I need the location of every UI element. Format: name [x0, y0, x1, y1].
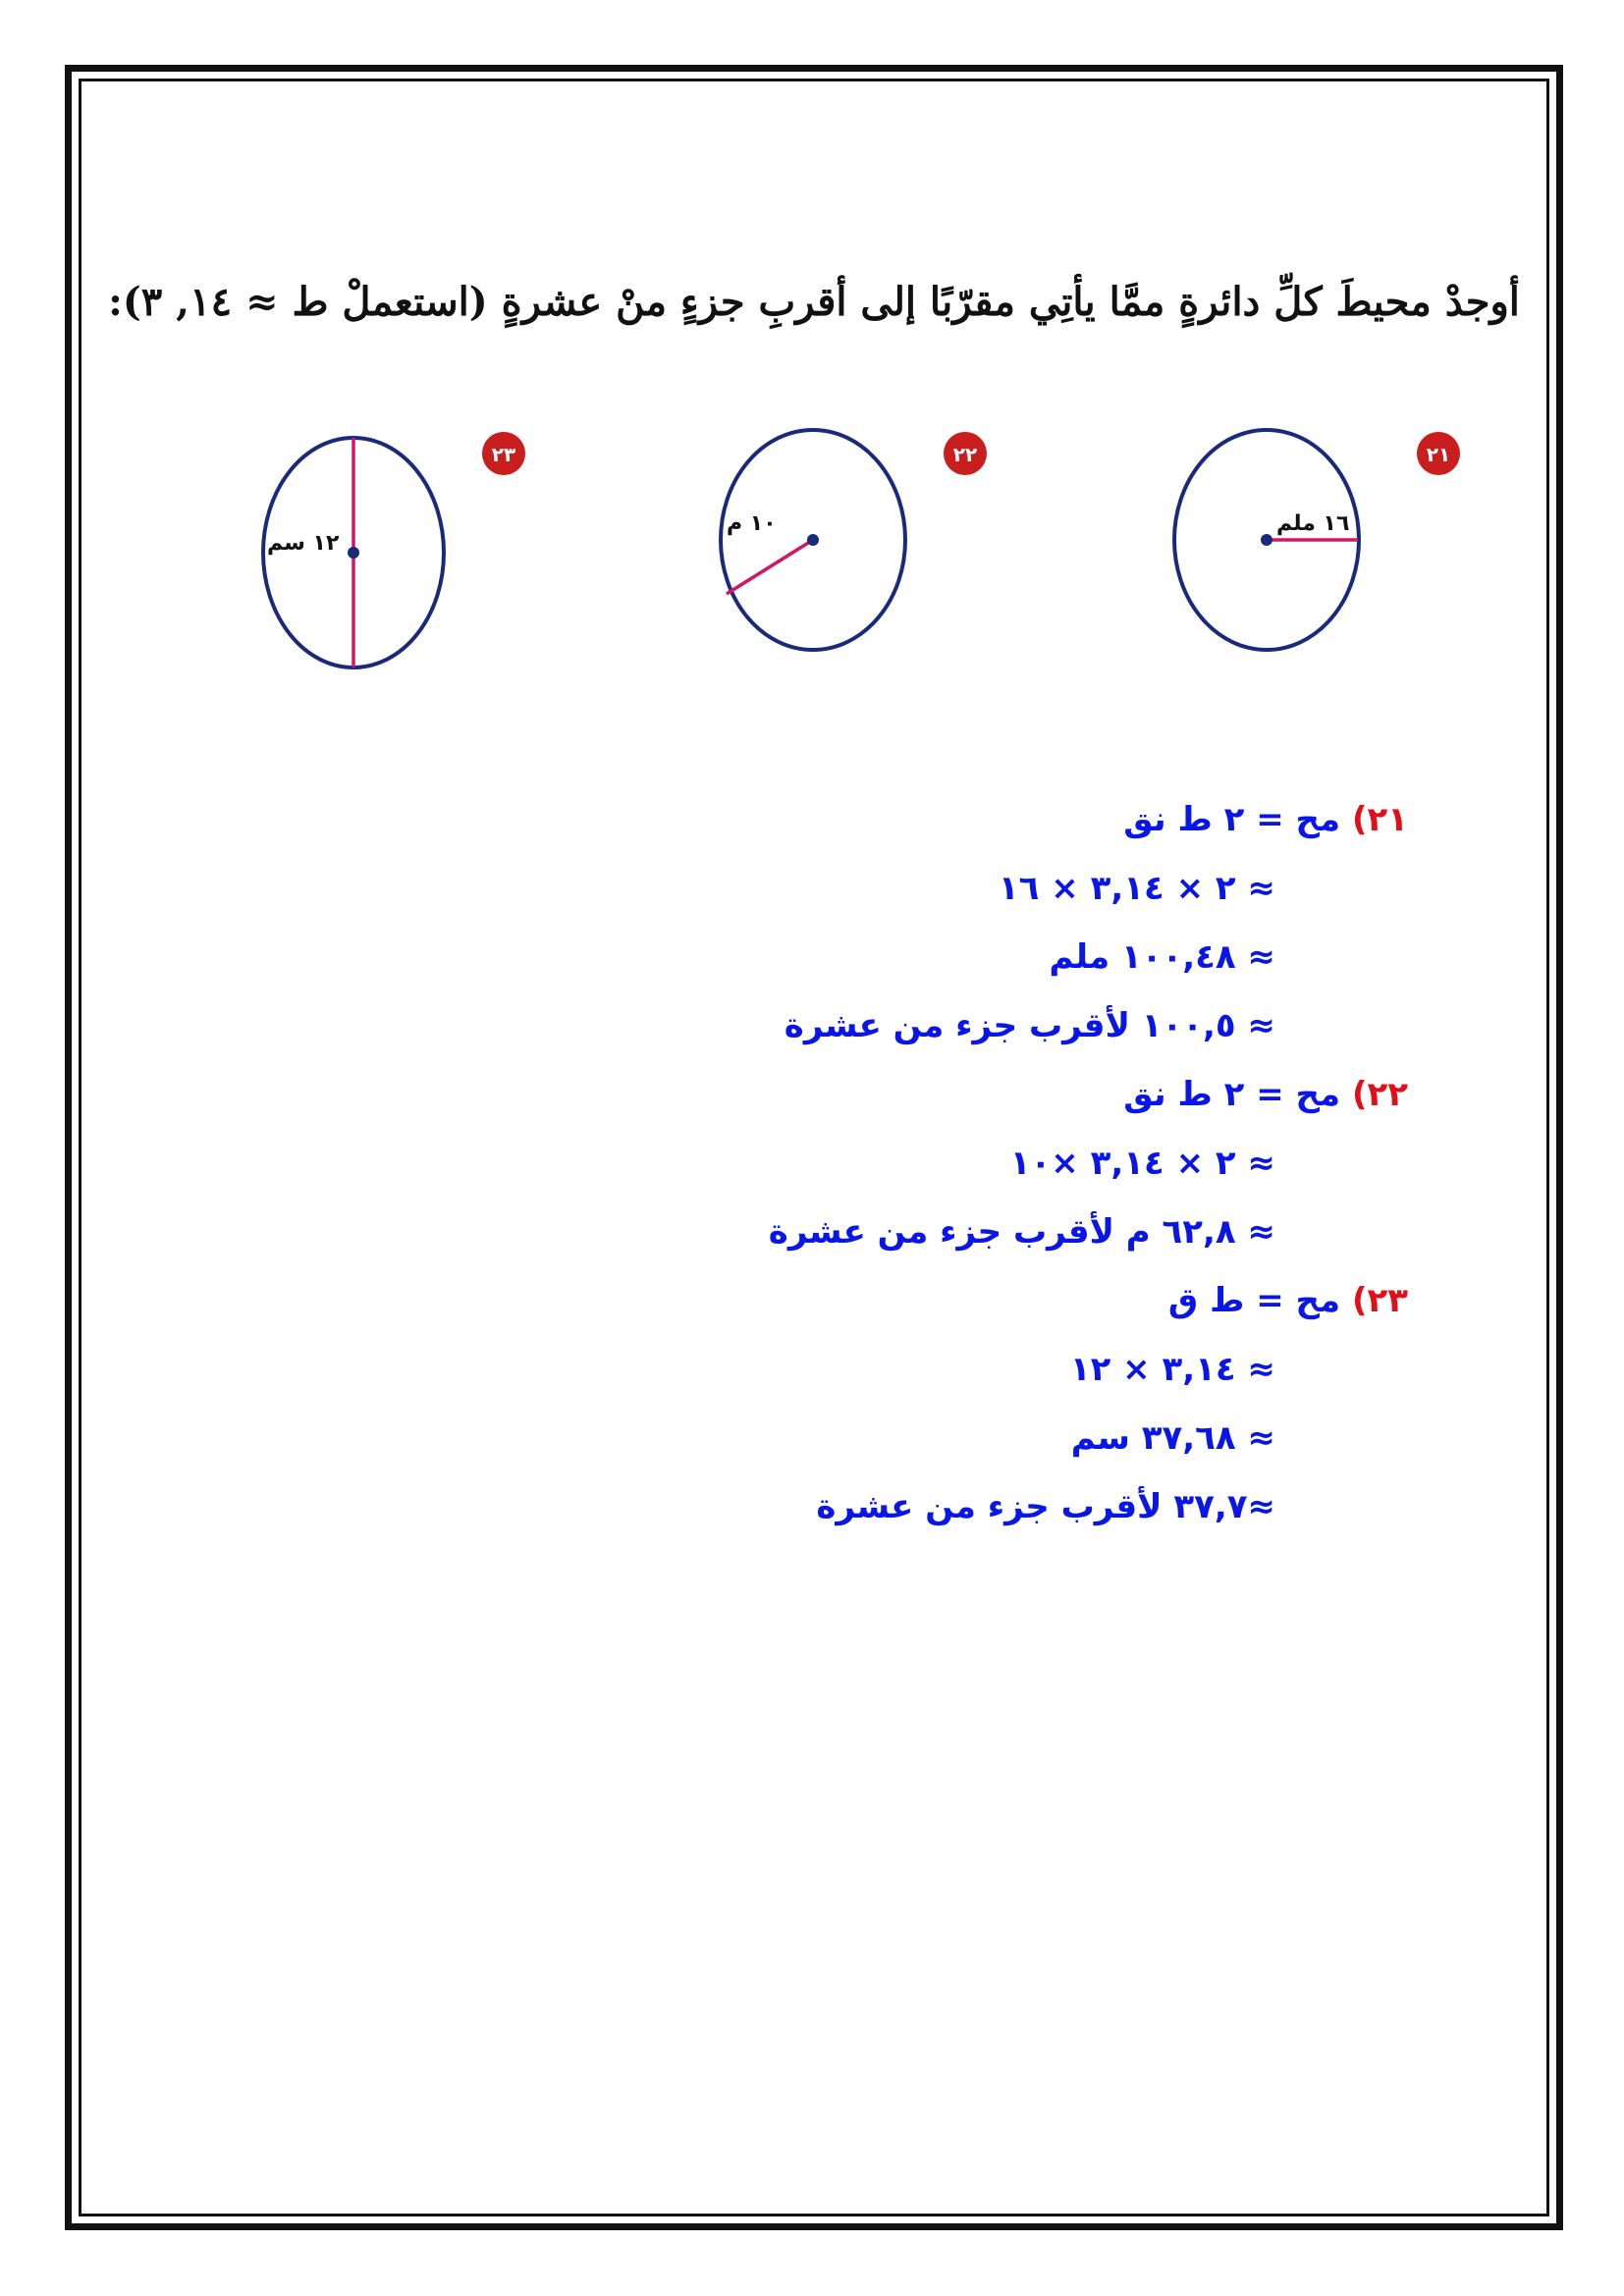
solution-21-number: ٢١ [1367, 800, 1408, 839]
solution-22-formula: مح = ٢ ط نق [1123, 1075, 1341, 1114]
center-point-21 [1261, 534, 1272, 546]
solution-22-formula-line [524, 1060, 1408, 1129]
solution-23-formula: مح = ط ق [1167, 1281, 1341, 1320]
figure-21 [1174, 430, 1460, 650]
exercise-instruction: أوجدْ محيطَ كلِّ دائرةٍ ممَّا يأتِي مقرّبًا إلى أقربِ جزءٍ منْ عشرةٍ (استعملْ ط ≈ ١٤, ٣): [108, 279, 1520, 325]
solution-23-step-3: ≈٣٧,٧ لأقرب جزء من عشرة [816, 1487, 1275, 1526]
diameter-label-23: ١٢ سم [267, 531, 340, 556]
solution-22-number: ٢٢ [1367, 1075, 1408, 1114]
solution-23-number: ٢٣ [1367, 1281, 1408, 1320]
solution-21-step-2: ≈ ١٠٠,٤٨ ملم [1049, 937, 1275, 977]
solution-21-paren: ) [1351, 800, 1368, 839]
solution-23-formula-line [524, 1266, 1408, 1335]
badge-23-number: ٢٣ [491, 443, 516, 466]
solution-23-step-2: ≈ ٣٧,٦٨ سم [1070, 1418, 1275, 1458]
radius-line-22 [727, 540, 813, 594]
center-point-23 [348, 547, 359, 559]
solution-22-step-2: ≈ ٦٢,٨ م لأقرب جزء من عشرة [768, 1212, 1275, 1252]
solution-23-step-1: ≈ ٣,١٤ × ١٢ [1069, 1350, 1275, 1389]
radius-label-21: ١٦ ملم [1276, 511, 1350, 536]
solution-21-step-3: ≈ ١٠٠,٥ لأقرب جزء من عشرة [784, 1006, 1275, 1045]
radius-label-22: ١٠ م [727, 511, 777, 536]
badge-22-number: ٢٢ [952, 443, 978, 466]
center-point-22 [807, 534, 819, 546]
solution-22-paren: ) [1351, 1075, 1368, 1114]
figure-23 [263, 432, 525, 667]
solution-21-formula: مح = ٢ ط نق [1123, 800, 1341, 839]
solution-21-step-1: ≈ ٢ × ٣,١٤ × ١٦ [998, 869, 1275, 908]
solution-21-formula-line [524, 785, 1408, 854]
badge-21-number: ٢١ [1426, 443, 1451, 466]
figure-22 [721, 430, 987, 650]
solution-23-paren: ) [1351, 1281, 1368, 1320]
solution-22-step-1: ≈ ٢ × ٣,١٤ ×١٠ [1009, 1144, 1275, 1183]
solutions-section [524, 785, 1408, 1541]
